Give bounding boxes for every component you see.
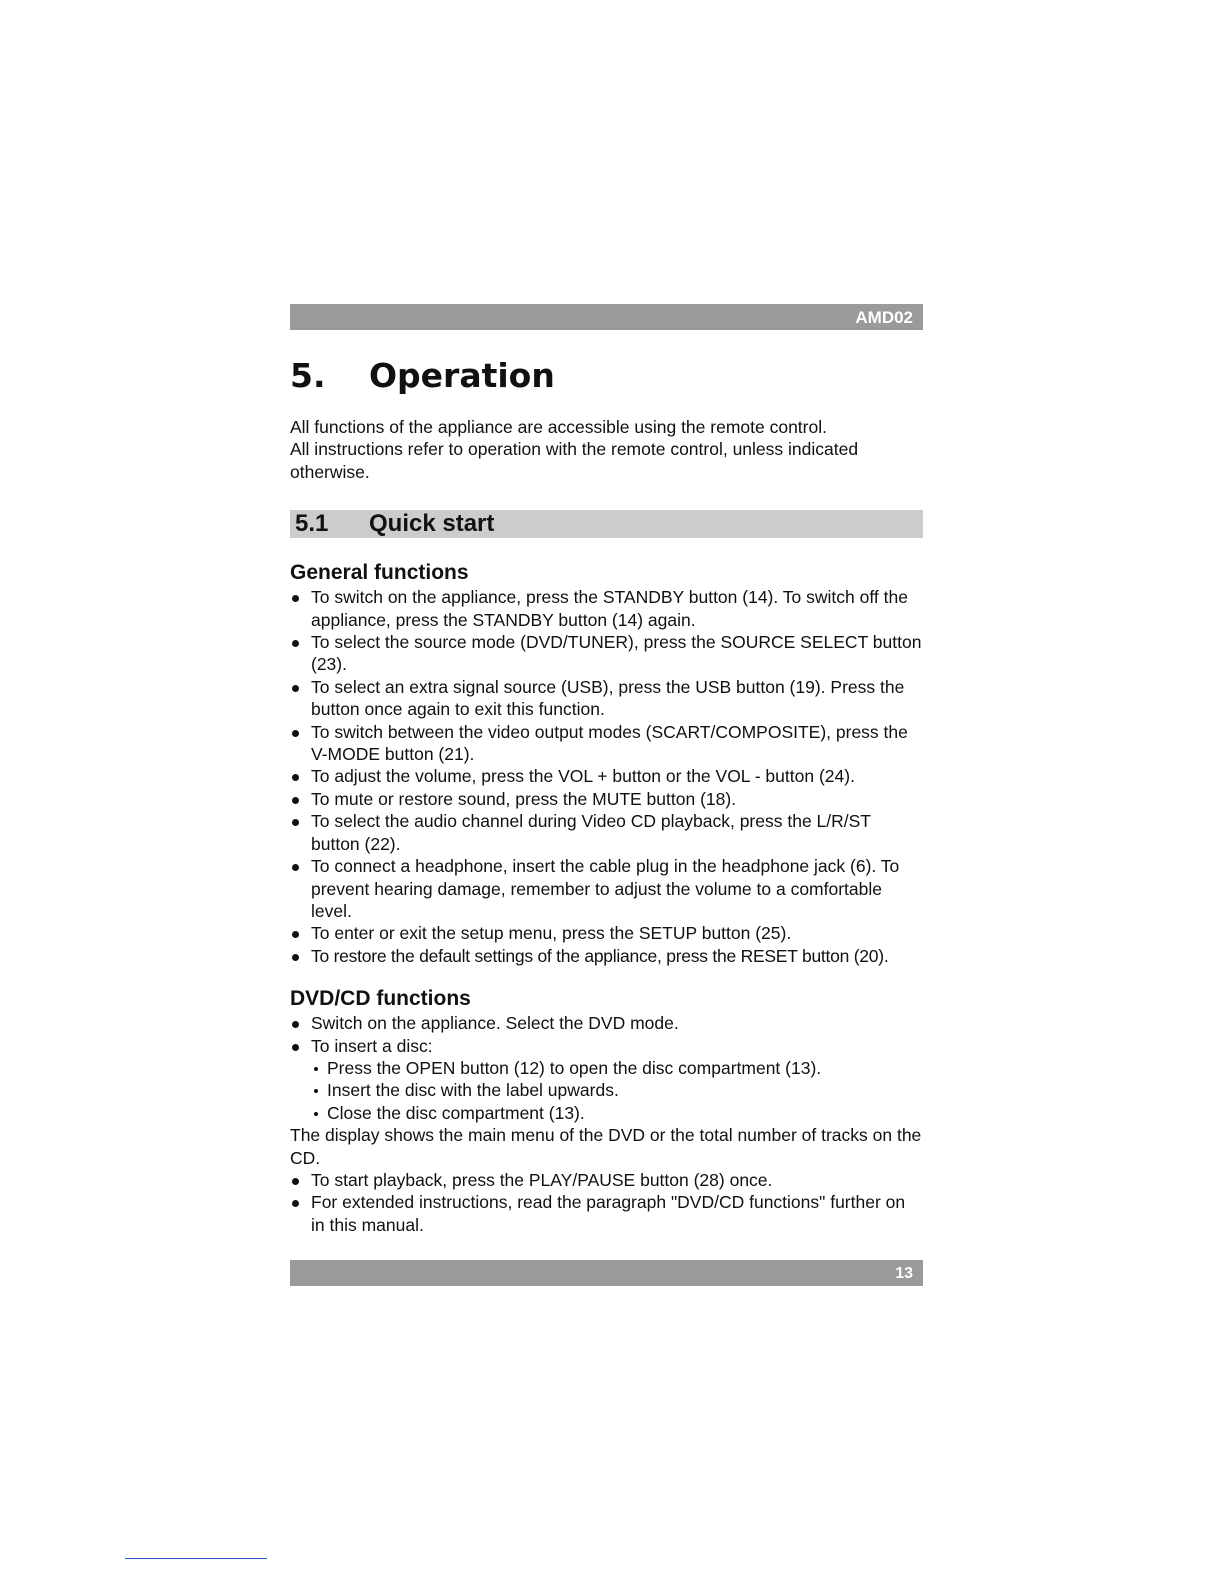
intro-line-1: All functions of the appliance are accessible using the remote control. [290, 417, 827, 437]
list-item [290, 765, 923, 787]
bullet-icon [292, 1200, 299, 1207]
sub-list-item [290, 1057, 923, 1079]
list-item [290, 855, 923, 922]
bullet-icon [292, 864, 299, 871]
list-item [290, 922, 923, 944]
section-number: 5.1 [295, 510, 329, 538]
sub-list-item [290, 1102, 923, 1124]
dvd-cd-functions-list-continued [290, 1169, 923, 1236]
bullet-icon [292, 819, 299, 826]
list-item [290, 1012, 923, 1034]
sub-bullet-icon [314, 1067, 318, 1071]
section-heading [290, 510, 923, 538]
list-item [290, 1035, 923, 1057]
list-item-text: To select an extra signal source (USB), press the USB button (19). Press the button once again to exit this function. [311, 676, 905, 720]
list-item [290, 1191, 923, 1236]
dvd-cd-functions-heading: DVD/CD functions [290, 987, 471, 1011]
sub-list-item-text: Press the OPEN button (12) to open the disc compartment (13). [327, 1057, 822, 1078]
list-item [290, 1169, 923, 1191]
list-item-text: To select the source mode (DVD/TUNER), press the SOURCE SELECT button (23). [311, 632, 922, 675]
bullet-icon [292, 774, 299, 781]
sub-list-item [290, 1079, 923, 1101]
list-item [290, 721, 923, 766]
bullet-icon [292, 595, 299, 602]
bullet-icon [292, 797, 299, 804]
list-item [290, 631, 923, 676]
insert-disc-steps [290, 1057, 923, 1124]
chapter-number: 5. [290, 356, 326, 395]
section-title: Quick start [369, 510, 495, 538]
list-item-text: To enter or exit the setup menu, press the SETUP button (25). [311, 923, 792, 944]
general-functions-list [290, 586, 923, 967]
list-item-text: To insert a disc: [311, 1035, 433, 1056]
list-item [290, 586, 923, 631]
list-item [290, 676, 923, 721]
intro-line-2: All instructions refer to operation with the remote control, unless indicated otherwise. [290, 439, 859, 482]
header-bar [290, 304, 923, 330]
bullet-icon [292, 1178, 299, 1185]
list-item-text: To select the audio channel during Video CD playback, press the L/R/ST button (22). [311, 811, 871, 854]
footer-bar [290, 1260, 923, 1286]
page-number: 13 [895, 1265, 913, 1282]
list-item-text: Switch on the appliance. Select the DVD mode. [311, 1013, 679, 1034]
bullet-icon [292, 1021, 299, 1028]
list-item [290, 788, 923, 810]
bullet-icon [292, 685, 299, 692]
manual-page [290, 304, 923, 1236]
intro-paragraph [290, 416, 923, 483]
footnote-divider [125, 1558, 267, 1559]
chapter-title-text: Operation [369, 356, 555, 395]
list-item-text: To connect a headphone, insert the cable plug in the headphone jack (6). To prevent hearing damage, remember to adjust the volume to a comfortable level. [311, 856, 900, 921]
dvd-cd-functions-list [290, 1012, 923, 1057]
sub-list-item-text: Close the disc compartment (13). [327, 1102, 585, 1123]
list-item [290, 945, 923, 967]
sub-list-item-text: Insert the disc with the label upwards. [327, 1080, 619, 1101]
list-item-text: For extended instructions, read the paragraph "DVD/CD functions" further on in this manual. [311, 1192, 906, 1235]
list-item-text: To switch between the video output modes (SCART/COMPOSITE), press the V-MODE button (21). [311, 721, 908, 765]
list-item-text: To start playback, press the PLAY/PAUSE button (28) once. [311, 1169, 773, 1190]
bullet-icon [292, 954, 299, 961]
sub-bullet-icon [314, 1112, 318, 1116]
list-item-text: To mute or restore sound, press the MUTE button (18). [311, 788, 737, 809]
model-label: AMD02 [855, 308, 913, 327]
list-item-text: To adjust the volume, press the VOL + button or the VOL - button (24). [311, 766, 855, 787]
bullet-icon [292, 931, 299, 938]
general-functions-heading: General functions [290, 561, 469, 585]
list-item [290, 810, 923, 855]
bullet-icon [292, 640, 299, 647]
display-note: The display shows the main menu of the DVD or the total number of tracks on the CD. [290, 1125, 922, 1168]
bullet-icon [292, 730, 299, 737]
list-item-text: To switch on the appliance, press the STANDBY button (14). To switch off the appliance, press the STANDBY button (14) again. [311, 587, 908, 630]
bullet-icon [292, 1044, 299, 1051]
chapter-title [290, 356, 923, 396]
list-item-text: To restore the default settings of the appliance, press the RESET button (20). [311, 945, 889, 966]
sub-bullet-icon [314, 1089, 318, 1093]
